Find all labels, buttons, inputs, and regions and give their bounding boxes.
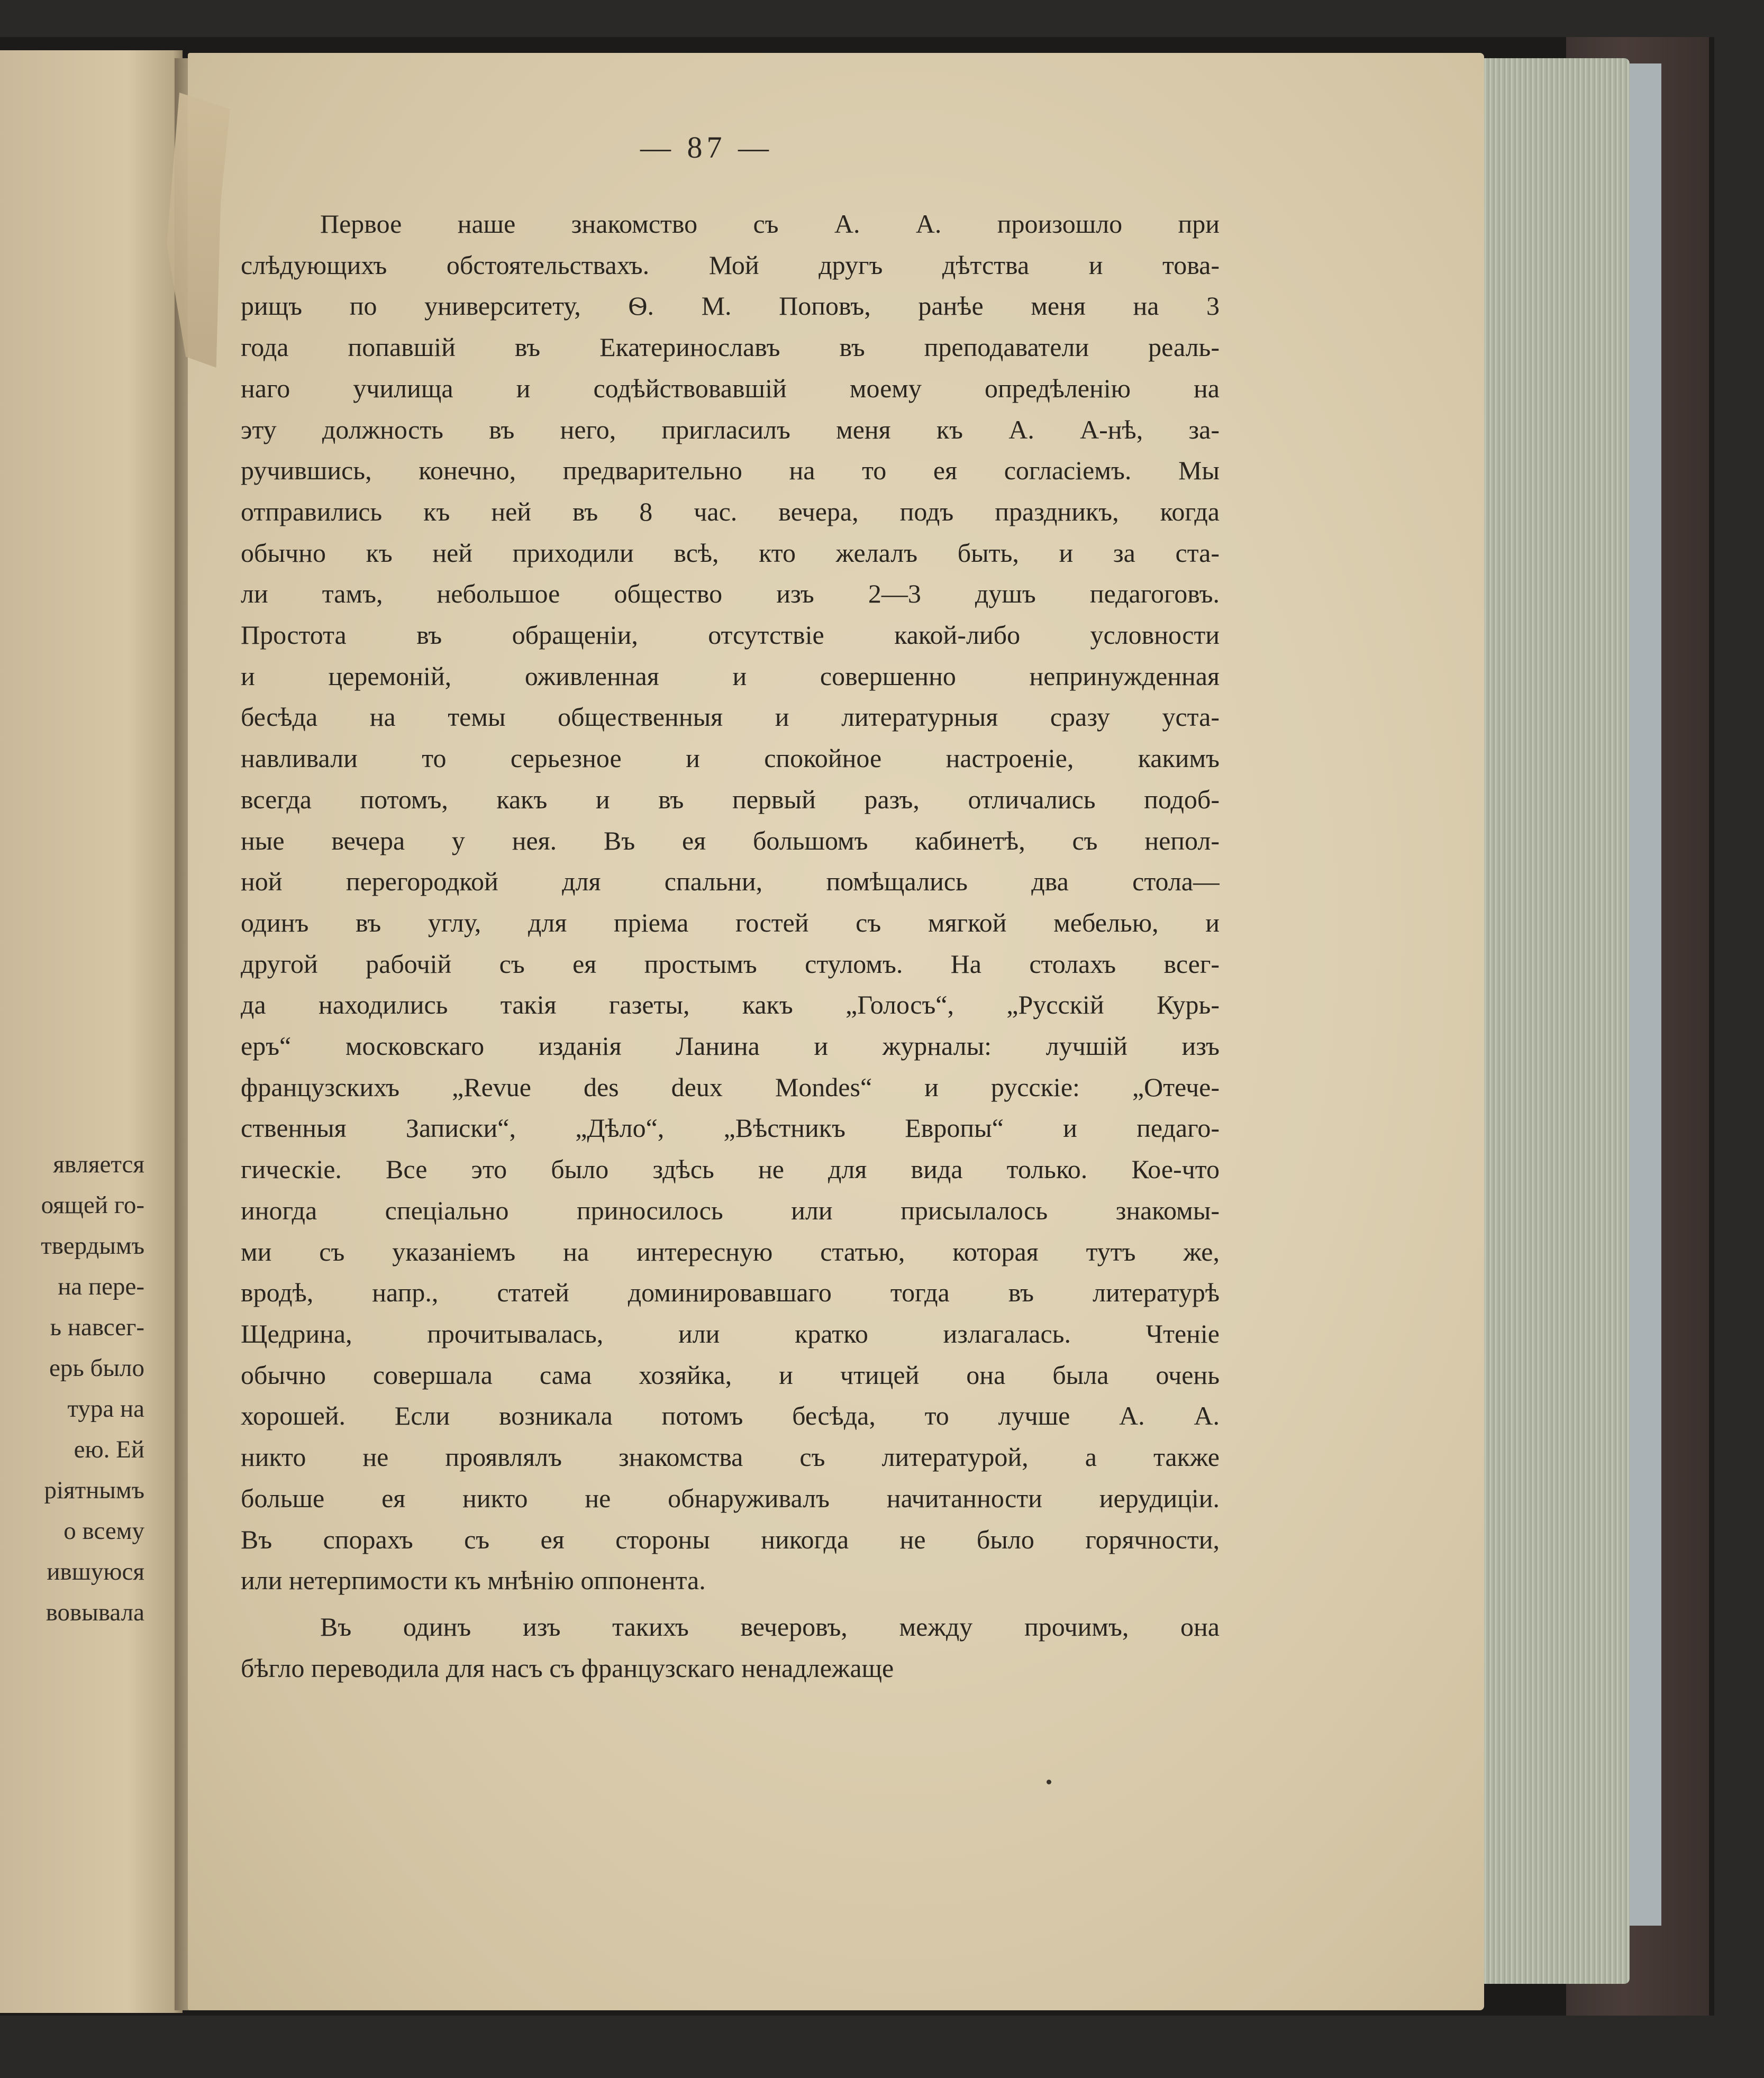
left-page-fragment-line: тура на [67,1395,144,1423]
left-page-fragment-line: ріятнымъ [44,1477,144,1504]
text-line: ручившись, конечно, предварительно на то ея согласіемъ. Мы [241,455,1220,486]
text-line: ные вечера у нея. Въ ея большомъ кабинетѣ, съ непол- [241,825,1220,855]
text-line: ной перегородкой для спальни, помѣщались два стола— [241,867,1220,897]
text-line: наго училища и содѣйствовавшій моему опредѣленію на [241,373,1220,403]
text-line: Въ одинъ изъ такихъ вечеровъ, между прочимъ, она [320,1611,1220,1642]
text-line: хорошей. Если возникала потомъ бесѣда, то лучше А. А. [241,1401,1220,1431]
text-line: навливали то серьезное и спокойное настроеніе, какимъ [241,743,1220,773]
text-line: больше ея никто не обнаруживалъ начитанности иерудиціи. [241,1483,1220,1513]
text-line: никто не проявлялъ знакомства съ литературой, а также [241,1442,1220,1472]
text-line: ственныя Записки“, „Дѣло“, „Вѣстникъ Европы“ и педаго- [241,1113,1220,1143]
text-line: и церемоній, оживленная и совершенно непринужденная [241,661,1220,691]
left-page-fragment-line: ившуюся [47,1558,144,1585]
text-line: одинъ въ углу, для пріема гостей съ мягкой мебелью, и [241,907,1220,937]
left-page-fragment-line: на пере- [58,1273,144,1300]
left-page-fragment-line: твердымъ [41,1232,144,1260]
text-line: бѣгло переводила для насъ съ французскаго ненадлежаще [241,1653,894,1683]
text-line: Въ спорахъ съ ея стороны никогда не было горячности, [241,1524,1220,1554]
text-line: всегда потомъ, какъ и въ первый разъ, отличались подоб- [241,784,1220,814]
text-line: гическіе. Все это было здѣсь не для вида только. Кое-что [241,1154,1220,1184]
left-page-fragment-line: о всему [63,1517,144,1545]
text-line: французскихъ „Revue des deux Mondes“ и русскіе: „Отече- [241,1072,1220,1102]
page-body-text [241,204,1220,1689]
text-line: обычно совершала сама хозяйка, и чтицей она была очень [241,1360,1220,1390]
text-line: вродѣ, напр., статей доминировавшаго тогда въ литературѣ [241,1278,1220,1308]
left-page-fragment-line: ь навсег- [50,1314,144,1341]
text-line: или нетерпимости къ мнѣнію оппонента. [241,1565,706,1596]
text-line: отправились къ ней въ 8 час. вечера, подъ праздникъ, когда [241,496,1220,526]
text-line: обычно къ ней приходили всѣ, кто желалъ быть, и за ста- [241,537,1220,568]
text-line: ми съ указаніемъ на интересную статью, которая тутъ же, [241,1236,1220,1266]
left-page-fragment-line: вовывала [46,1599,144,1626]
text-line: да находились такія газеты, какъ „Голосъ“, „Русскій Курь- [241,990,1220,1020]
left-page-fragment-line: оящей го- [41,1191,144,1219]
text-line: бесѣда на темы общественныя и литературныя сразу уста- [241,702,1220,732]
left-page-fragment-line: ерь было [49,1354,144,1382]
text-line: еръ“ московскаго изданія Ланина и журналы: лучшій изъ [241,1031,1220,1061]
text-line: Простота въ обращеніи, отсутствіе какой-либо условности [241,620,1220,650]
text-line: иногда спеціально приносилось или присылалось знакомы- [241,1195,1220,1225]
page-number: — 87 — [640,130,773,165]
text-line: рищъ по университету, Ѳ. М. Поповъ, ранѣе меня на 3 [241,291,1220,321]
left-page-fragment-line: является [53,1151,144,1178]
text-line: ли тамъ, небольшое общество изъ 2—3 душъ педагоговъ. [241,579,1220,609]
text-line: Щедрина, прочитывалась, или кратко излагалась. Чтеніе [241,1318,1220,1348]
left-page-fragment-line: ею. Ей [74,1436,144,1463]
left-page [0,50,183,2013]
text-line: слѣдующихъ обстоятельствахъ. Мой другъ дѣтства и това- [241,250,1220,280]
text-line: года попавшій въ Екатеринославъ въ преподаватели реаль- [241,332,1220,362]
text-line: Первое наше знакомство съ А. А. произошло при [320,209,1220,239]
ink-dot [1047,1780,1051,1784]
text-line: другой рабочій съ ея простымъ стуломъ. На столахъ всег- [241,949,1220,979]
text-line: эту должность въ него, пригласилъ меня къ А. А-нѣ, за- [241,414,1220,444]
left-page-text-fragments [41,1144,144,1633]
paragraph-gap [241,1601,1220,1607]
page-block-edge [1476,58,1630,1984]
